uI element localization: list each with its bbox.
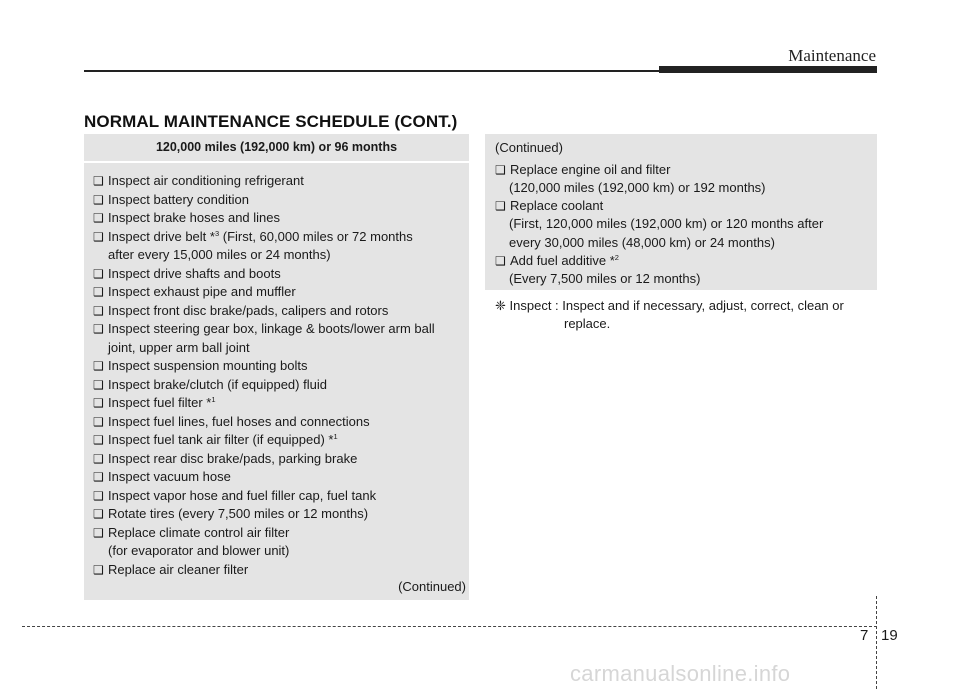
checklist-item: [93, 265, 469, 284]
checklist-item: [93, 413, 469, 432]
note-text-continuation: replace.: [564, 316, 611, 331]
chapter-number: 7: [860, 627, 869, 644]
footnote-marker: 2: [614, 252, 619, 262]
footnote-marker: 1: [333, 432, 338, 441]
schedule-panel-continued: [485, 134, 877, 290]
item-text-continuation: (First, 120,000 miles (192,000 km) or 120 months after: [509, 216, 824, 232]
item-text: Inspect brake hoses and lines: [108, 210, 280, 225]
item-text: Inspect exhaust pipe and muffler: [108, 284, 296, 299]
footnote-marker: 1: [211, 395, 216, 404]
checkbox-icon: ❑: [93, 470, 104, 484]
header-rule: [84, 70, 659, 72]
header-rule-accent: [659, 66, 877, 73]
checklist-item: [93, 302, 469, 321]
checklist-item: [495, 161, 877, 198]
item-text: Inspect fuel tank air filter (if equipped) *: [108, 432, 334, 447]
item-text: Inspect front disc brake/pads, calipers and rotors: [108, 302, 389, 318]
item-text: Inspect brake/clutch (if equipped) fluid: [108, 376, 327, 392]
item-text: Inspect suspension mounting bolts: [108, 358, 308, 373]
item-text: Replace climate control air filter: [108, 524, 290, 540]
checklist-item: [93, 561, 469, 580]
checkbox-icon: ❑: [93, 211, 104, 225]
schedule-interval-heading: 120,000 miles (192,000 km) or 96 months: [84, 134, 469, 163]
checkbox-icon: ❑: [93, 414, 104, 429]
item-text: Rotate tires (every 7,500 miles or 12 months): [108, 506, 369, 521]
schedule-item-list: [84, 163, 469, 579]
checklist-item: [93, 450, 469, 469]
footer-rule: [22, 626, 877, 627]
checkbox-icon: ❑: [495, 253, 506, 268]
item-text: Inspect vapor hose and fuel filler cap, fuel tank: [108, 487, 377, 503]
checkbox-icon: ❑: [93, 396, 104, 410]
page-number: 19: [881, 627, 898, 644]
checklist-item: [93, 357, 469, 376]
note-text: Inspect : Inspect and if necessary, adjust, correct, clean or: [505, 298, 844, 313]
item-text: Inspect rear disc brake/pads, parking brake: [108, 450, 358, 466]
item-text-continuation: (Every 7,500 miles or 12 months): [509, 271, 701, 287]
item-text: Inspect fuel lines, fuel hoses and connections: [108, 413, 370, 429]
item-text-continuation: after every 15,000 miles or 24 months): [108, 247, 331, 262]
checklist-item: [93, 468, 469, 487]
item-text: Add fuel additive *: [510, 252, 615, 268]
checklist-item: [93, 228, 469, 265]
checklist-item: [93, 283, 469, 302]
checklist-item: [495, 197, 877, 252]
page-crop-mark: [876, 596, 877, 689]
checkbox-icon: ❑: [495, 162, 506, 177]
item-text: Inspect drive belt *: [108, 228, 215, 244]
checkbox-icon: ❑: [93, 303, 104, 318]
checkbox-icon: ❑: [93, 451, 104, 466]
checkbox-icon: ❑: [93, 377, 104, 392]
checklist-item: [93, 376, 469, 395]
item-text: Inspect steering gear box, linkage & boots/lower arm ball: [108, 321, 435, 336]
checklist-item: [93, 431, 469, 450]
watermark: carmanualsonline.info: [570, 661, 791, 686]
checkbox-icon: ❑: [93, 174, 104, 188]
checkbox-icon: ❑: [495, 199, 506, 214]
checklist-item: [93, 505, 469, 524]
checkbox-icon: ❑: [93, 266, 104, 281]
checkbox-icon: ❑: [93, 285, 104, 299]
item-text-continuation: (for evaporator and blower unit): [108, 543, 290, 558]
checklist-item: [93, 191, 469, 210]
item-text: Replace air cleaner filter: [108, 561, 249, 577]
item-text-continuation: every 30,000 miles (48,000 km) or 24 months): [509, 234, 775, 250]
item-text-continuation: joint, upper arm ball joint: [108, 339, 250, 355]
page-title: NORMAL MAINTENANCE SCHEDULE (CONT.): [84, 112, 458, 131]
checkbox-icon: ❑: [93, 488, 104, 503]
schedule-item-list-continued: [495, 161, 877, 289]
checkbox-icon: ❑: [93, 229, 104, 244]
item-text: Replace coolant: [510, 198, 604, 214]
checklist-item: [93, 394, 469, 413]
section-header-title: Maintenance: [788, 46, 876, 65]
checkbox-icon: ❑: [93, 433, 104, 447]
checkbox-icon: ❑: [93, 562, 104, 577]
footnote-marker: 3: [214, 228, 220, 238]
inspect-note: [495, 297, 878, 333]
item-text: Replace engine oil and filter: [510, 161, 671, 177]
checkbox-icon: ❑: [93, 507, 104, 521]
checklist-item: [495, 252, 877, 289]
item-text: Inspect battery condition: [108, 191, 249, 207]
continued-heading: (Continued): [495, 140, 563, 155]
checklist-item: [93, 172, 469, 191]
schedule-panel-120000: [84, 134, 469, 600]
checklist-item: [93, 487, 469, 506]
checkbox-icon: ❑: [93, 525, 104, 540]
continued-label: (Continued): [398, 579, 466, 594]
checklist-item: [93, 524, 469, 561]
checkbox-icon: ❑: [93, 359, 104, 373]
item-text: Inspect vacuum hose: [108, 469, 231, 484]
checklist-item: [93, 209, 469, 228]
checkbox-icon: ❑: [93, 192, 104, 207]
checkbox-icon: ❑: [93, 322, 104, 336]
item-text: Inspect fuel filter *: [108, 395, 212, 410]
checklist-item: [93, 320, 469, 357]
item-text: Inspect air conditioning refrigerant: [108, 173, 304, 188]
item-text-tail: (First, 60,000 miles or 72 months: [219, 228, 413, 244]
item-text: Inspect drive shafts and boots: [108, 265, 281, 281]
note-symbol-icon: ❈: [495, 298, 506, 313]
item-text-continuation: (120,000 miles (192,000 km) or 192 months): [509, 179, 766, 195]
